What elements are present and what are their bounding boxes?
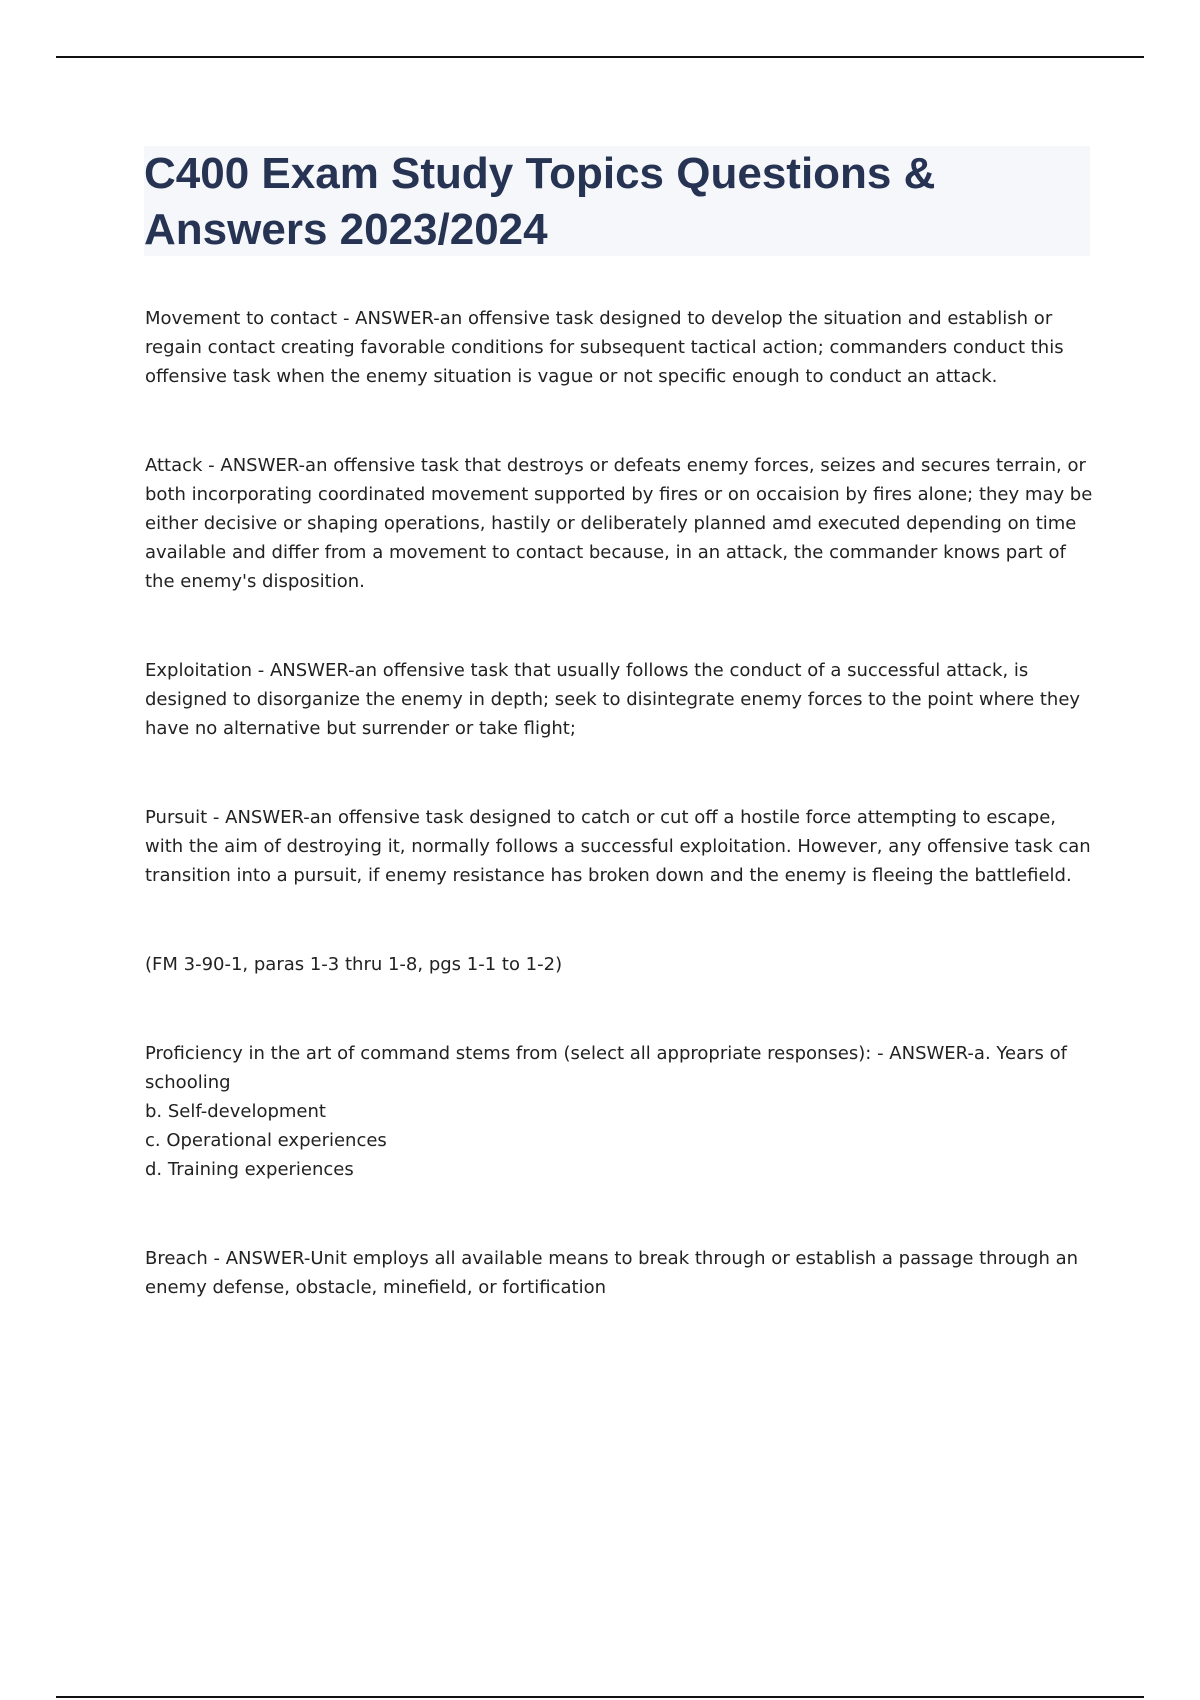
- entry-attack: Attack - ANSWER-an offensive task that destroys or defeats enemy forces, seizes and secures terrain, or both incorporating coordinated movement supported by fires or on occaision by fires alone; they may be either decisive or shaping operations, hastily or deliberately planned amd executed depending on time available and differ from a movement to contact because, in an attack, the commander knows part of the enemy's disposition.: [145, 455, 1093, 592]
- entry-movement-to-contact: Movement to contact - ANSWER-an offensive task designed to develop the situation and establish or regain contact creating favorable conditions for subsequent tactical action; commanders conduct this offensive task when the enemy situation is vague or not specific enough to conduct an attack.: [145, 308, 1064, 387]
- entry-exploitation: Exploitation - ANSWER-an offensive task that usually follows the conduct of a successful attack, is designed to disorganize the enemy in depth; seek to disintegrate enemy forces to the point where they have no alternative but surrender or take flight;: [145, 660, 1081, 739]
- entry-reference: (FM 3-90-1, paras 1-3 thru 1-8, pgs 1-1 to 1-2): [145, 954, 563, 975]
- entry-proficiency-question: Proficiency in the art of command stems from (select all appropriate responses): - ANSWER-a. Years of schooling: [145, 1043, 1067, 1093]
- entry-breach: Breach - ANSWER-Unit employs all available means to break through or establish a passage through an enemy defense, obstacle, minefield, or fortification: [145, 1248, 1079, 1298]
- answer-option: b. Self-development: [145, 1101, 326, 1122]
- answer-option: c. Operational experiences: [145, 1130, 387, 1151]
- entry-pursuit: Pursuit - ANSWER-an offensive task designed to catch or cut off a hostile force attempting to escape, with the aim of destroying it, normally follows a successful exploitation. However, any offensive task can transition into a pursuit, if enemy resistance has broken down and the enemy is fleeing the battlefield.: [145, 807, 1091, 886]
- bottom-rule: [56, 1696, 1144, 1698]
- title-block: [144, 146, 1090, 256]
- answer-option: d. Training experiences: [145, 1159, 354, 1180]
- top-rule: [56, 56, 1144, 58]
- document-title: C400 Exam Study Topics Questions & Answers 2023/2024: [144, 149, 936, 254]
- document-body: [145, 304, 1095, 1302]
